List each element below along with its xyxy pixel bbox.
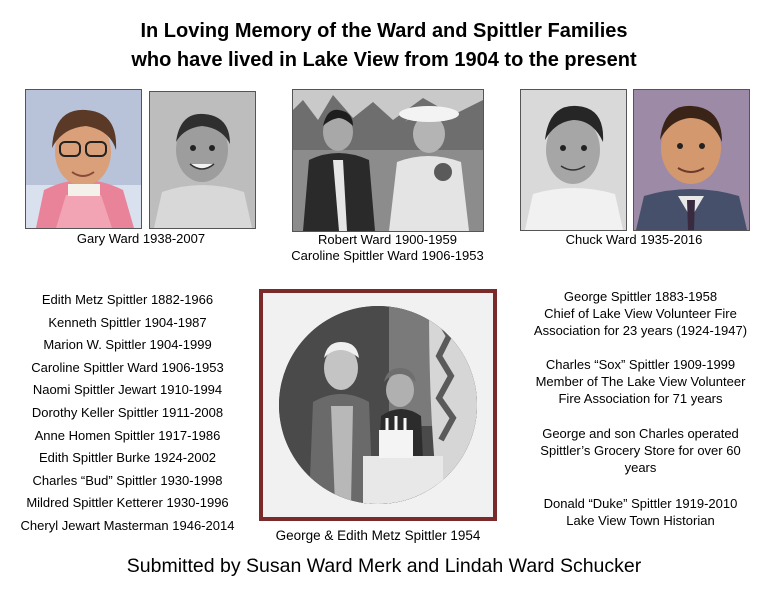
- note-line: Member of The Lake View Volunteer: [535, 374, 746, 389]
- list-item: Charles “Bud” Spittler 1930-1998: [32, 472, 223, 488]
- note-line: Charles “Sox” Spittler 1909-1999: [545, 357, 736, 372]
- caption-caroline-spittler-ward: Caroline Spittler Ward 1906-1953: [291, 248, 484, 263]
- family-member-list: [5, 289, 250, 538]
- note-line: George Spittler 1883-1958: [563, 289, 718, 304]
- memorial-title-line-1: In Loving Memory of the Ward and Spittler Families: [140, 20, 628, 42]
- note-charles-sox-spittler: [518, 356, 763, 407]
- note-line: Spittler’s Grocery Store for over 60: [540, 443, 741, 458]
- photo-robert-and-caroline-ward: [292, 89, 484, 232]
- note-line: years: [624, 460, 657, 475]
- list-item: Edith Spittler Burke 1924-2002: [38, 450, 217, 466]
- note-line: Donald “Duke” Spittler 1919-2010: [543, 496, 738, 511]
- note-grocery-store: [518, 425, 763, 476]
- photo-frame-george-and-edith: [259, 289, 497, 521]
- note-line: George and son Charles operated: [542, 426, 739, 441]
- photo-george-and-edith-spittler: [279, 306, 477, 504]
- note-donald-duke-spittler: [518, 495, 763, 529]
- list-item: Edith Metz Spittler 1882-1966: [41, 292, 214, 307]
- caption-gary-ward: Gary Ward 1938-2007: [76, 231, 206, 246]
- photo-chuck-ward-young: [520, 89, 627, 231]
- note-george-spittler-fire-chief: [518, 288, 763, 339]
- note-line: Fire Association for 71 years: [558, 391, 723, 406]
- list-item: Anne Homen Spittler 1917-1986: [34, 427, 221, 443]
- photo-chuck-ward-adult: [633, 89, 750, 231]
- memorial-title-line-2: who have lived in Lake View from 1904 to the present: [131, 49, 637, 71]
- list-item: Marion W. Spittler 1904-1999: [43, 337, 212, 353]
- photo-gary-ward-child: [149, 91, 256, 229]
- photo-gary-ward-adult: [25, 89, 142, 229]
- list-item: Caroline Spittler Ward 1906-1953: [31, 359, 224, 375]
- note-line: Association for 23 years (1924-1947): [533, 323, 748, 338]
- caption-george-and-edith-spittler: George & Edith Metz Spittler 1954: [275, 528, 481, 543]
- list-item: Mildred Spittler Ketterer 1930-1996: [26, 495, 229, 511]
- list-item: Naomi Spittler Jewart 1910-1994: [32, 382, 223, 398]
- list-item: Cheryl Jewart Masterman 1946-2014: [20, 517, 235, 533]
- note-line: Chief of Lake View Volunteer Fire: [544, 306, 737, 321]
- list-item: Kenneth Spittler 1904-1987: [48, 314, 207, 330]
- note-line: Lake View Town Historian: [566, 513, 715, 528]
- caption-robert-ward: Robert Ward 1900-1959: [318, 232, 457, 247]
- list-item: Dorothy Keller Spittler 1911-2008: [31, 404, 224, 420]
- caption-chuck-ward: Chuck Ward 1935-2016: [565, 232, 703, 247]
- submitted-by-footer: Submitted by Susan Ward Merk and Lindah Ward Schucker: [126, 555, 642, 577]
